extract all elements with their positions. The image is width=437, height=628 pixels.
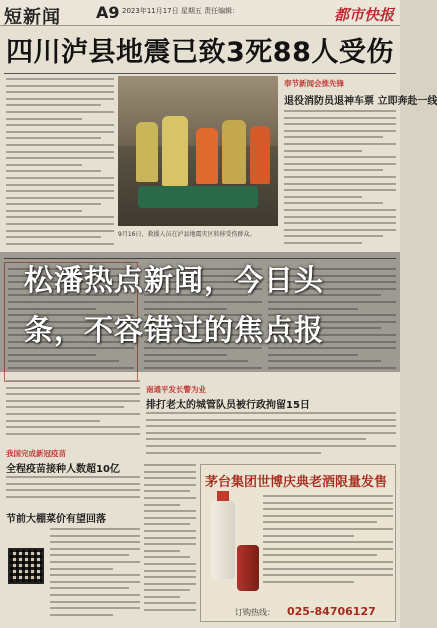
text-line — [6, 151, 114, 153]
text-line — [6, 400, 140, 402]
text-line — [6, 243, 114, 245]
text-line — [6, 489, 140, 491]
text-line — [284, 130, 396, 132]
text-line — [50, 561, 140, 563]
text-line — [144, 596, 180, 598]
text-line — [284, 163, 396, 165]
text-line — [144, 609, 196, 611]
text-line — [284, 229, 396, 231]
text-line — [284, 176, 396, 178]
liquor-advertisement — [200, 464, 396, 622]
issue-date: 2023年11月17日 星期五 责任编辑： — [122, 7, 240, 15]
article-column-story3 — [146, 412, 396, 460]
text-line — [263, 554, 377, 556]
text-line — [263, 561, 393, 563]
text-line — [144, 550, 180, 552]
text-line — [50, 601, 140, 603]
text-line — [146, 432, 396, 434]
text-line — [50, 614, 113, 616]
text-line — [6, 118, 82, 120]
text-line — [263, 581, 354, 583]
text-line — [263, 568, 393, 570]
text-line — [6, 85, 114, 87]
story4-kicker: 我国完成新冠疫苗 — [6, 449, 66, 458]
text-line — [50, 607, 140, 609]
text-line — [144, 602, 196, 604]
ad-phone-number: 025-84706127 — [287, 605, 376, 618]
photo-caption: 9月16日，救援人员在泸县地震灾区转移受伤群众。 — [118, 231, 256, 238]
story5-headline: 节前大棚菜价有望回落 — [6, 514, 106, 525]
text-line — [284, 196, 362, 198]
text-line — [6, 131, 114, 133]
text-line — [6, 190, 114, 192]
text-line — [144, 589, 190, 591]
text-line — [144, 510, 196, 512]
text-line — [6, 476, 140, 478]
article-column-story3-left — [6, 380, 140, 444]
text-line — [146, 438, 366, 440]
text-line — [6, 98, 114, 100]
box-image — [237, 545, 259, 591]
text-line — [144, 477, 196, 479]
text-line — [284, 123, 396, 125]
text-line — [6, 496, 140, 498]
text-line — [6, 137, 101, 139]
text-line — [144, 537, 196, 539]
text-line — [144, 570, 196, 572]
text-line — [6, 157, 114, 159]
text-line — [144, 464, 196, 466]
text-line — [284, 169, 383, 171]
story4-headline: 全程疫苗接种人数超10亿 — [6, 464, 120, 475]
text-line — [144, 497, 196, 499]
text-line — [284, 202, 383, 204]
text-line — [6, 197, 114, 199]
text-line — [263, 495, 393, 497]
text-line — [50, 541, 140, 543]
text-line — [6, 216, 114, 218]
text-line — [6, 78, 114, 80]
newspaper-logo: 都市快报 — [333, 6, 394, 24]
article-column-left — [6, 78, 114, 254]
text-line — [6, 210, 82, 212]
text-line — [284, 156, 396, 158]
text-line — [6, 184, 114, 186]
ad-title: 茅台集团世博庆典老酒限量发售 — [205, 475, 388, 490]
text-line — [284, 150, 362, 152]
text-line — [50, 574, 140, 576]
text-line — [6, 433, 140, 435]
section-name: 短新闻 — [4, 7, 61, 28]
text-line — [6, 393, 140, 395]
text-line — [284, 216, 396, 218]
text-line — [284, 110, 396, 112]
page-number: A9 — [96, 3, 120, 22]
text-line — [144, 576, 196, 578]
text-line — [146, 452, 321, 454]
text-line — [284, 209, 396, 211]
story2-kicker: 奉节新闻会推先锋 — [284, 79, 344, 88]
ad-body — [263, 495, 393, 587]
text-line — [146, 425, 396, 427]
bottle-image — [211, 499, 235, 579]
overlay-title-line2: 条，不容错过的焦点报 — [24, 313, 325, 347]
text-line — [6, 420, 100, 422]
text-line — [144, 523, 190, 525]
text-line — [6, 144, 114, 146]
text-line — [263, 541, 393, 543]
text-line — [6, 230, 114, 232]
text-line — [6, 387, 140, 389]
text-line — [50, 594, 140, 596]
text-line — [144, 583, 196, 585]
story3-kicker: 南通平发长警为业 — [146, 385, 206, 394]
text-line — [284, 136, 383, 138]
text-line — [50, 587, 129, 589]
text-line — [6, 426, 140, 428]
text-line — [144, 563, 196, 565]
article-column-right — [284, 110, 396, 250]
text-line — [144, 471, 196, 473]
text-line — [6, 406, 124, 408]
text-line — [6, 203, 101, 205]
text-line — [6, 170, 101, 172]
text-line — [284, 242, 362, 244]
text-line — [146, 445, 396, 447]
text-line — [263, 535, 354, 537]
text-line — [144, 504, 180, 506]
text-line — [146, 412, 396, 414]
news-photo — [118, 76, 278, 226]
text-line — [50, 568, 113, 570]
ad-phone-label: 订购热线： — [235, 608, 275, 617]
text-line — [144, 517, 196, 519]
text-line — [263, 515, 393, 517]
text-line — [144, 530, 196, 532]
story3-headline: 排打老太的城管队员被行政拘留15日 — [146, 400, 310, 411]
text-line — [263, 521, 377, 523]
text-line — [6, 483, 140, 485]
text-line — [6, 164, 82, 166]
text-line — [6, 124, 114, 126]
qr-code-image — [8, 548, 44, 584]
divider — [4, 73, 396, 74]
text-line — [6, 380, 140, 382]
text-line — [284, 222, 396, 224]
text-line — [284, 235, 383, 237]
text-line — [144, 490, 190, 492]
text-line — [6, 104, 101, 106]
text-line — [144, 556, 190, 558]
text-line — [284, 143, 396, 145]
article-column-story5 — [50, 528, 140, 622]
article-column-story3-cont — [144, 464, 196, 622]
text-line — [50, 581, 140, 583]
text-line — [50, 554, 129, 556]
text-line — [6, 413, 140, 415]
masthead — [0, 0, 400, 26]
story2-headline: 退役消防员退神车票 立即奔赴一线 — [284, 96, 437, 107]
text-line — [146, 419, 396, 421]
text-line — [144, 543, 196, 545]
text-line — [144, 484, 196, 486]
text-line — [6, 111, 114, 113]
text-line — [284, 189, 396, 191]
main-headline: 四川泸县地震已致3死88人受伤 — [6, 37, 394, 68]
text-line — [6, 236, 101, 238]
text-line — [6, 91, 114, 93]
text-line — [263, 502, 393, 504]
text-line — [50, 528, 140, 530]
text-line — [6, 223, 114, 225]
text-line — [263, 548, 393, 550]
text-line — [263, 508, 393, 510]
text-line — [6, 177, 114, 179]
text-line — [284, 117, 396, 119]
text-line — [284, 183, 396, 185]
text-line — [50, 548, 140, 550]
text-line — [263, 528, 393, 530]
article-column-story4 — [6, 476, 140, 506]
text-line — [263, 574, 393, 576]
text-line — [50, 535, 140, 537]
overlay-title-line1: 松潘热点新闻，今日头 — [24, 263, 325, 297]
